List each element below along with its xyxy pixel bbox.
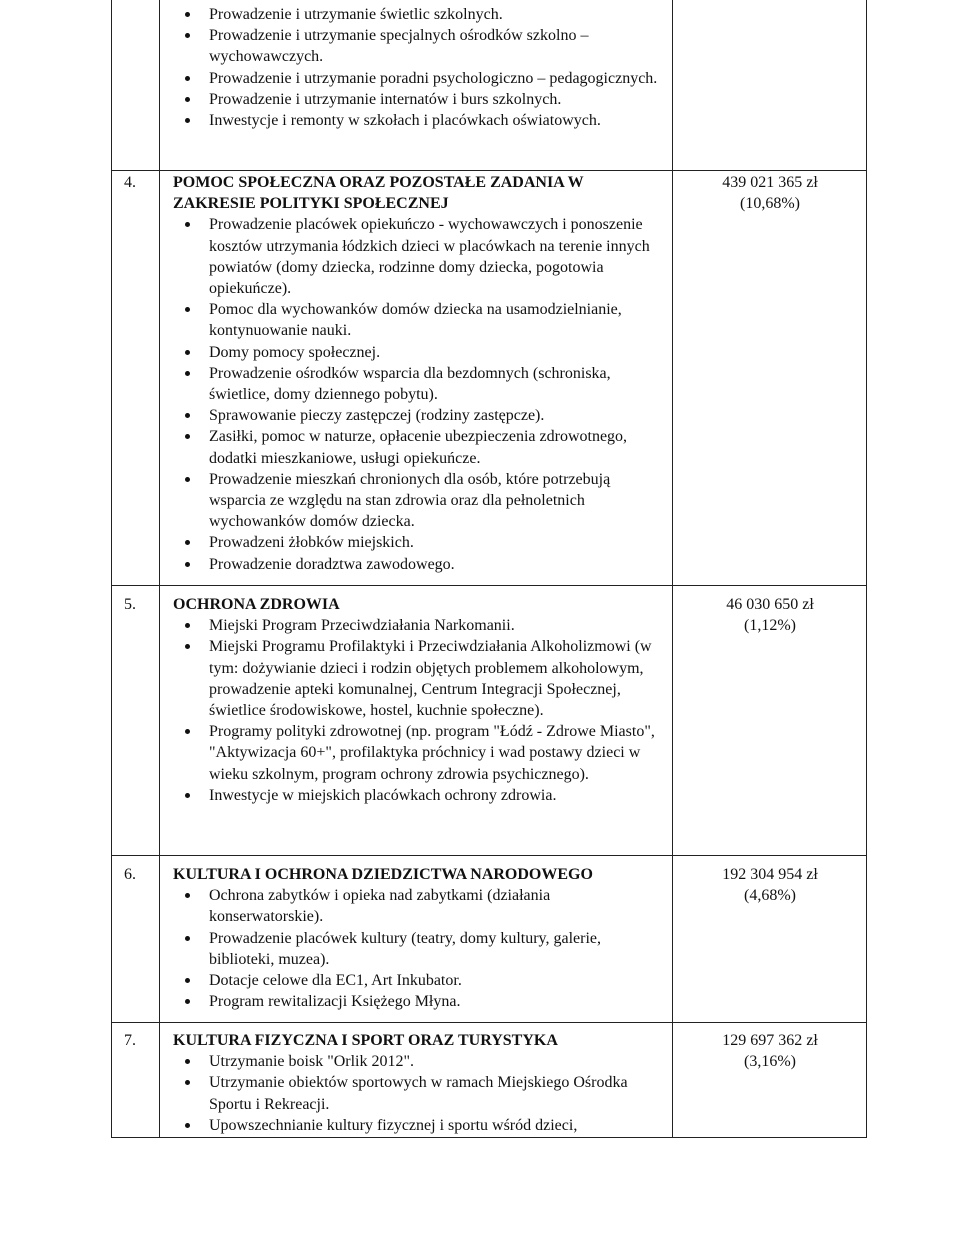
section-item-list <box>173 615 667 806</box>
list-item: Inwestycje w miejskich placówkach ochrony zdrowia. <box>173 785 667 806</box>
list-item: Prowadzenie ośrodków wsparcia dla bezdomnych (schroniska, świetlice, domy dziennego pobytu). <box>173 363 667 405</box>
list-item: Utrzymanie boisk "Orlik 2012". <box>173 1051 667 1072</box>
list-item: Utrzymanie obiektów sportowych w ramach Miejskiego Ośrodka Sportu i Rekreacji. <box>173 1072 667 1114</box>
amount-percent: (1,12%) <box>744 617 796 635</box>
amount-value: 129 697 362 zł <box>722 1032 818 1049</box>
section-content <box>173 172 667 575</box>
row-divider <box>112 855 866 856</box>
list-item: Sprawowanie pieczy zastępczej (rodziny zastępcze). <box>173 405 667 426</box>
section-amount <box>673 594 867 636</box>
list-item: Miejski Program Przeciwdziałania Narkomanii. <box>173 615 667 636</box>
amount-value: 192 304 954 zł <box>722 866 818 883</box>
section-content <box>173 1030 667 1136</box>
section-number: 6. <box>124 866 136 883</box>
section-content <box>173 594 667 806</box>
list-item: Prowadzenie doradztwa zawodowego. <box>173 554 667 575</box>
list-item: Pomoc dla wychowanków domów dziecka na usamodzielnianie, kontynuowanie nauki. <box>173 299 667 341</box>
section-title: KULTURA I OCHRONA DZIEDZICTWA NARODOWEGO <box>173 866 593 883</box>
continuation-content <box>173 4 667 131</box>
list-item: Prowadzenie i utrzymanie internatów i burs szkolnych. <box>173 89 667 110</box>
section-item-list <box>173 885 667 1012</box>
list-item: Prowadzenie mieszkań chronionych dla osób, które potrzebują wsparcia ze względu na stan zdrowia oraz dla pełnoletnich wychowanków domów dziecka. <box>173 469 667 533</box>
list-item: Zasiłki, pomoc w naturze, opłacenie ubezpieczenia zdrowotnego, dodatki mieszkaniowe, usługi opiekuńcze. <box>173 426 667 468</box>
section-item-list <box>173 214 667 574</box>
list-item: Prowadzenie placówek kultury (teatry, domy kultury, galerie, biblioteki, muzea). <box>173 928 667 970</box>
list-item: Program rewitalizacji Księżego Młyna. <box>173 991 667 1012</box>
list-item: Dotacje celowe dla EC1, Art Inkubator. <box>173 970 667 991</box>
row-divider <box>112 1022 866 1023</box>
section-title: KULTURA FIZYCZNA I SPORT ORAZ TURYSTYKA <box>173 1032 558 1049</box>
amount-percent: (3,16%) <box>744 1053 796 1071</box>
row-divider <box>112 585 866 586</box>
section-content <box>173 864 667 1012</box>
amount-value: 439 021 365 zł <box>722 174 818 191</box>
list-item: Upowszechnianie kultury fizycznej i sportu wśród dzieci, <box>173 1115 667 1136</box>
list-item: Prowadzenie i utrzymanie świetlic szkolnych. <box>173 4 667 25</box>
section-title: OCHRONA ZDROWIA <box>173 596 340 613</box>
section-amount <box>673 864 867 906</box>
list-item: Miejski Programu Profilaktyki i Przeciwdziałania Alkoholizmowi (w tym: dożywianie dzieci i rodzin objętych problemem alkoholowym, prowadzenie apteki komunalnej, Centrum Integracji Społecznej, świetlice środowiskowe, hostel, kuchnie społeczne). <box>173 636 667 721</box>
section-number: 7. <box>124 1032 136 1049</box>
amount-percent: (10,68%) <box>740 195 800 213</box>
row-divider <box>112 170 866 171</box>
list-item: Prowadzenie placówek opiekuńczo - wychowawczych i ponoszenie kosztów utrzymania łódzkich dzieci w placówkach na terenie innych powiatów (domy dziecka, rodzinne domy dziecka, pogotowia opiekuńcze). <box>173 214 667 299</box>
list-item: Domy pomocy społecznej. <box>173 342 667 363</box>
section-amount <box>673 1030 867 1072</box>
list-item: Prowadzenie i utrzymanie specjalnych ośrodków szkolno – wychowawczych. <box>173 25 667 67</box>
section-number: 5. <box>124 596 136 613</box>
section-number: 4. <box>124 174 136 191</box>
list-item: Inwestycje i remonty w szkołach i placówkach oświatowych. <box>173 110 667 131</box>
list-item: Ochrona zabytków i opieka nad zabytkami (działania konserwatorskie). <box>173 885 667 927</box>
amount-value: 46 030 650 zł <box>726 596 814 613</box>
continuation-list <box>173 4 667 131</box>
amount-percent: (4,68%) <box>744 887 796 905</box>
list-item: Prowadzenie i utrzymanie poradni psychologiczno – pedagogicznych. <box>173 68 667 89</box>
section-title: POMOC SPOŁECZNA ORAZ POZOSTAŁE ZADANIA W ZAKRESIE POLITYKI SPOŁECZNEJ <box>173 174 584 213</box>
section-item-list <box>173 1051 667 1136</box>
list-item: Programy polityki zdrowotnej (np. program "Łódź - Zdrowe Miasto", "Aktywizacja 60+", profilaktyka próchnicy i wad postawy dzieci w wieku szkolnym, program ochrony zdrowia psychicznego). <box>173 721 667 785</box>
list-item: Prowadzeni żłobków miejskich. <box>173 532 667 553</box>
budget-table <box>111 0 867 1138</box>
section-amount <box>673 172 867 214</box>
